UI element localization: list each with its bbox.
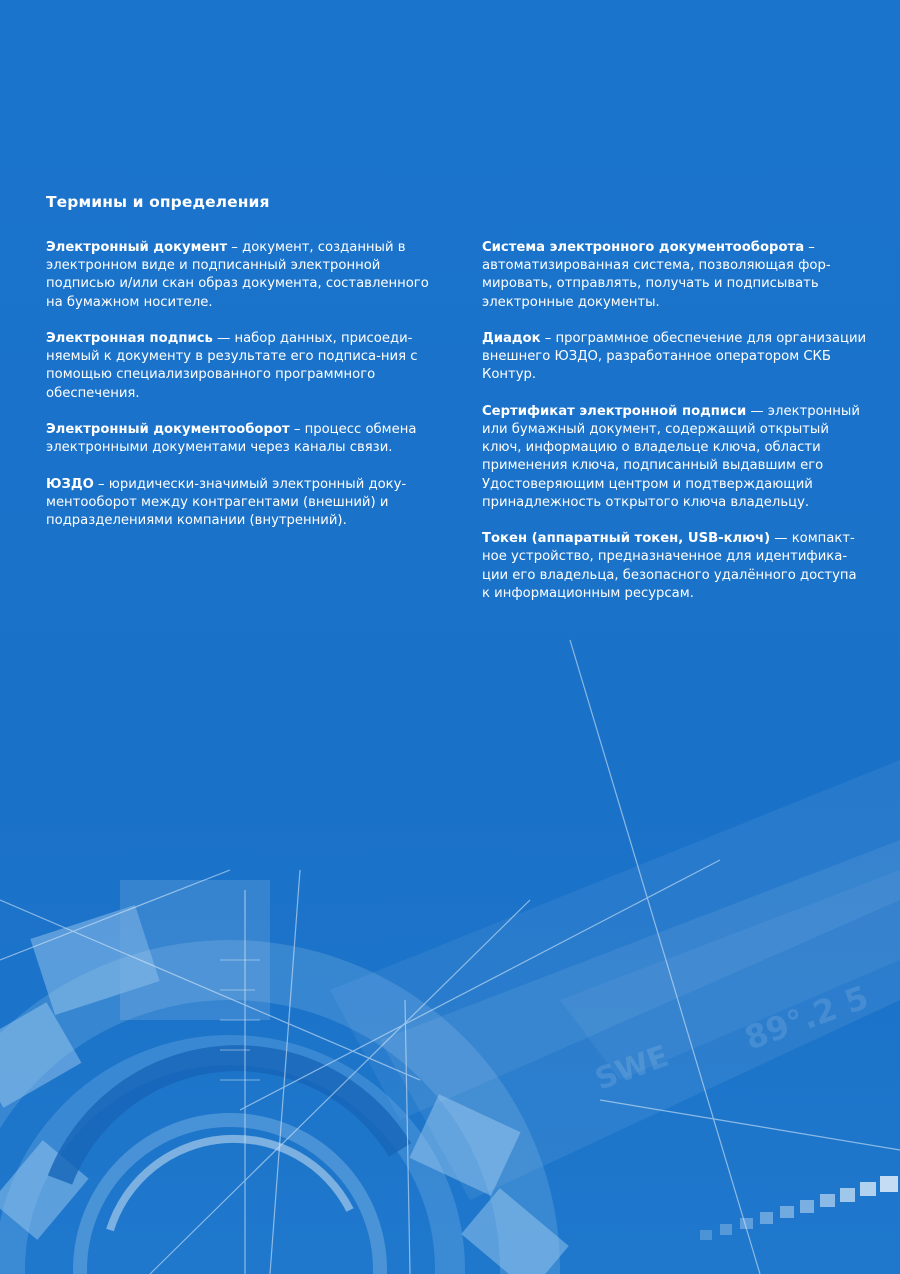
watermark-text-2: 89°.2 5 [739,977,874,1058]
term-name: Электронная подпись [46,331,213,346]
term-definition: программное обеспечение для организации внешнего ЮЗДО, разработанное оператором СКБ Контур. [482,331,867,383]
term-entry [46,421,431,457]
term-entry [482,403,867,512]
term-separator: – [804,240,815,255]
term-name: Диадок [482,331,541,346]
term-name: Электронный документ [46,240,228,255]
term-entry [46,239,431,312]
terms-column-right [482,239,867,621]
term-separator: – [289,422,305,437]
term-entry [46,330,431,403]
term-definition: компактное устройство, предназначенное для идентификации его владельца, безопасного удалённого доступа к информационным ресурсам. [482,531,857,601]
term-entry [482,239,867,312]
term-separator: – [93,476,109,492]
term-definition: электронный или бумажный документ, содержащий открытый ключ, информацию о владельце ключа, области применения ключа, подписанный выдавшим его Удостоверяющим центром и подтверждающий принадлежность открытого ключа владельцу. [482,403,860,510]
term-name: Система электронного документооборота [482,240,805,255]
term-name: ЮЗДО [46,476,94,492]
term-definition: автоматизированная система, позволяющая формировать, отправлять, получать и подписывать электронные документы. [482,258,831,310]
term-entry [482,330,867,385]
terms-column-left [46,239,431,548]
page-title: Термины и определения [46,193,270,211]
term-definition: юридически-значимый электронный документооборот между контрагентами (внешний) и подразделениями компании (внутренний). [46,476,407,528]
term-definition: процесс обмена электронными документами через каналы связи. [46,422,417,456]
watermark-text-1: SWE [590,1038,674,1098]
term-separator: – [227,240,243,255]
term-name: Токен (аппаратный токен, USB-ключ) [482,531,771,547]
term-definition: документ, созданный в электронном виде и подписанный электронной подписью и/или скан образ документа, составленного на бумажном носителе. [46,240,429,310]
term-definition: набор данных, присоединяемый к документу в результате его подписа-ния с помощью специализированного программного обеспечения. [46,331,418,401]
term-name: Сертификат электронной подписи [482,403,747,419]
term-separator: — [212,331,235,346]
term-separator: – [540,331,556,346]
term-entry [482,530,867,603]
term-name: Электронный документооборот [46,422,290,437]
term-separator: — [746,403,768,419]
term-separator: — [770,531,792,547]
term-entry [46,476,431,531]
